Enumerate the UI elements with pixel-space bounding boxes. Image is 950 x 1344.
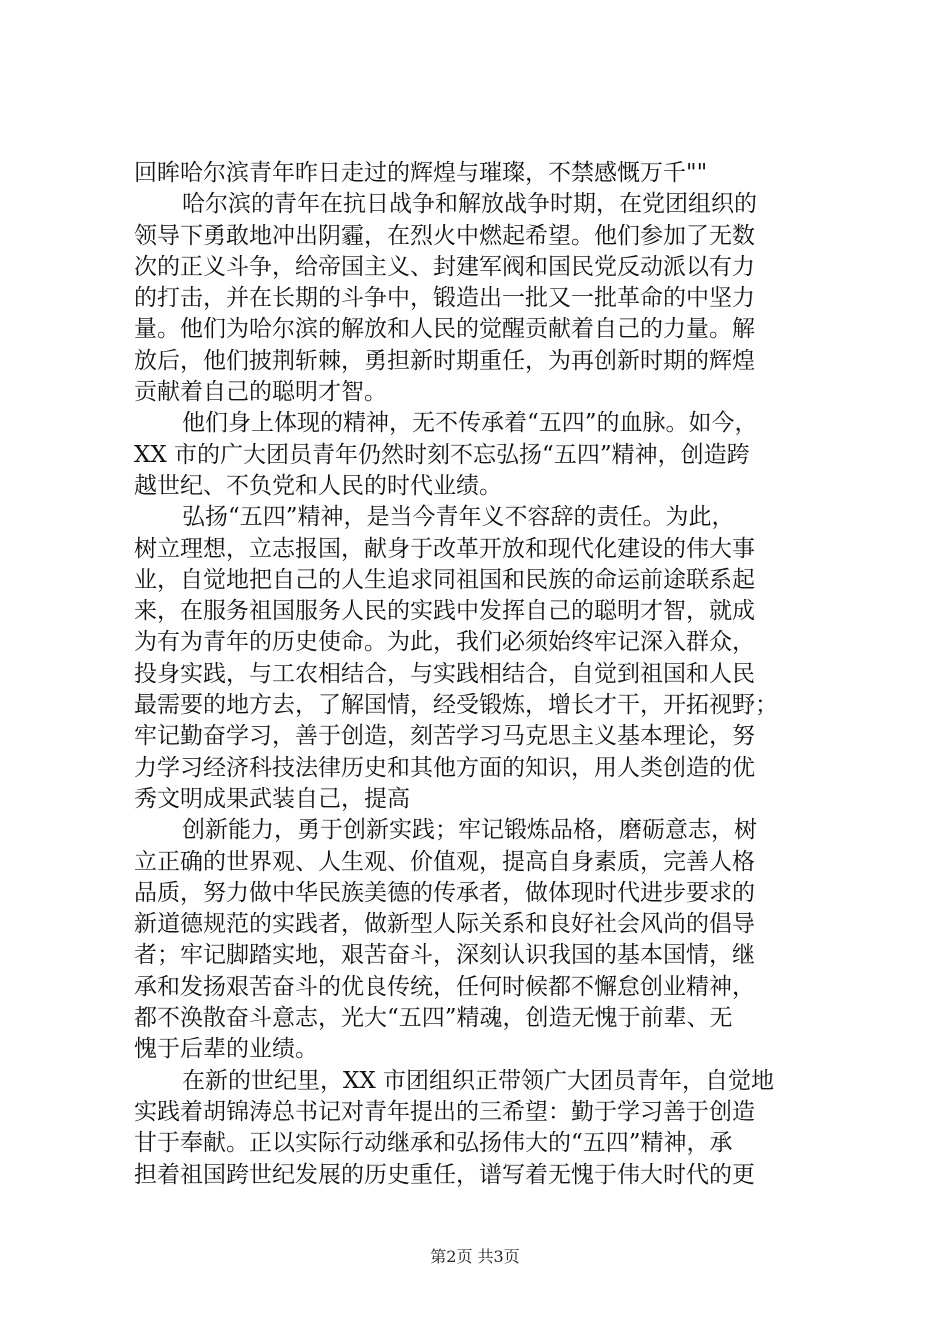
text-line: XX 市的广大团员青年仍然时刻不忘弘扬“五四”精神，创造跨 xyxy=(134,441,750,468)
text-line: 投身实践，与工农相结合，与实践相结合，自觉到祖国和人民 xyxy=(134,660,755,687)
text-line: 量。他们为哈尔滨的解放和人民的觉醒贡献着自己的力量。解 xyxy=(134,316,755,343)
text-line: 立正确的世界观、人生观、价值观，提高自身素质，完善人格 xyxy=(134,848,755,875)
text-line: 越世纪、不负党和人民的时代业绩。 xyxy=(134,472,502,499)
text-line: 品质，努力做中华民族美德的传承者，做体现时代进步要求的 xyxy=(134,879,755,906)
text-line: 都不涣散奋斗意志，光大“五四”精魂，创造无愧于前辈、无 xyxy=(134,1005,733,1032)
text-line: 弘扬“五四”精神，是当今青年义不容辞的责任。为此， xyxy=(182,504,735,531)
text-line: 愧于后辈的业绩。 xyxy=(134,1036,318,1063)
text-line: 牢记勤奋学习，善于创造，刻苦学习马克思主义基本理论，努 xyxy=(134,723,755,750)
body-text xyxy=(134,158,834,1191)
text-line: 为有为青年的历史使命。为此，我们必须始终牢记深入群众， xyxy=(134,629,755,656)
text-line: 贡献着自己的聪明才智。 xyxy=(134,379,387,406)
text-line: 次的正义斗争，给帝国主义、封建军阀和国民党反动派以有力 xyxy=(134,253,755,280)
text-line: 秀文明成果武装自己，提高 xyxy=(134,785,410,812)
text-line: 领导下勇敢地冲出阴霾，在烈火中燃起希望。他们参加了无数 xyxy=(134,222,755,249)
text-line: 业，自觉地把自己的人生追求同祖国和民族的命运前途联系起 xyxy=(134,566,755,593)
text-line: 的打击，并在长期的斗争中，锻造出一批又一批革命的中坚力 xyxy=(134,285,755,312)
text-line: 在新的世纪里，XX 市团组织正带领广大团员青年，自觉地 xyxy=(182,1067,775,1094)
text-line: 他们身上体现的精神，无不传承着“五四”的血脉。如今， xyxy=(182,410,758,437)
text-line: 实践着胡锦涛总书记对青年提出的三希望：勤于学习善于创造 xyxy=(134,1098,755,1125)
text-line: 来，在服务祖国服务人民的实践中发挥自己的聪明才智，就成 xyxy=(134,598,755,625)
text-line: 者；牢记脚踏实地，艰苦奋斗，深刻认识我国的基本国情，继 xyxy=(134,942,755,969)
text-line: 回眸哈尔滨青年昨日走过的辉煌与璀璨，不禁感慨万千"" xyxy=(134,160,708,186)
text-line: 力学习经济科技法律历史和其他方面的知识，用人类创造的优 xyxy=(134,754,755,781)
page-number-footer: 第2页 共3页 xyxy=(430,1247,520,1266)
text-line: 承和发扬艰苦奋斗的优良传统，任何时候都不懈怠创业精神， xyxy=(134,973,755,1000)
text-line: 担着祖国跨世纪发展的历史重任，谱写着无愧于伟大时代的更 xyxy=(134,1161,755,1188)
text-line: 放后，他们披荆斩棘，勇担新时期重任，为再创新时期的辉煌 xyxy=(134,347,755,374)
text-line: 树立理想，立志报国，献身于改革开放和现代化建设的伟大事 xyxy=(134,535,755,562)
text-line: 新道德规范的实践者，做新型人际关系和良好社会风尚的倡导 xyxy=(134,911,755,938)
text-line: 哈尔滨的青年在抗日战争和解放战争时期，在党团组织的 xyxy=(182,191,757,218)
text-line: 创新能力，勇于创新实践；牢记锻炼品格，磨砺意志，树 xyxy=(182,817,757,844)
text-line: 最需要的地方去，了解国情，经受锻炼，增长才干，开拓视野； xyxy=(134,692,778,719)
text-line: 甘于奉献。正以实际行动继承和弘扬伟大的“五四”精神，承 xyxy=(134,1130,733,1157)
